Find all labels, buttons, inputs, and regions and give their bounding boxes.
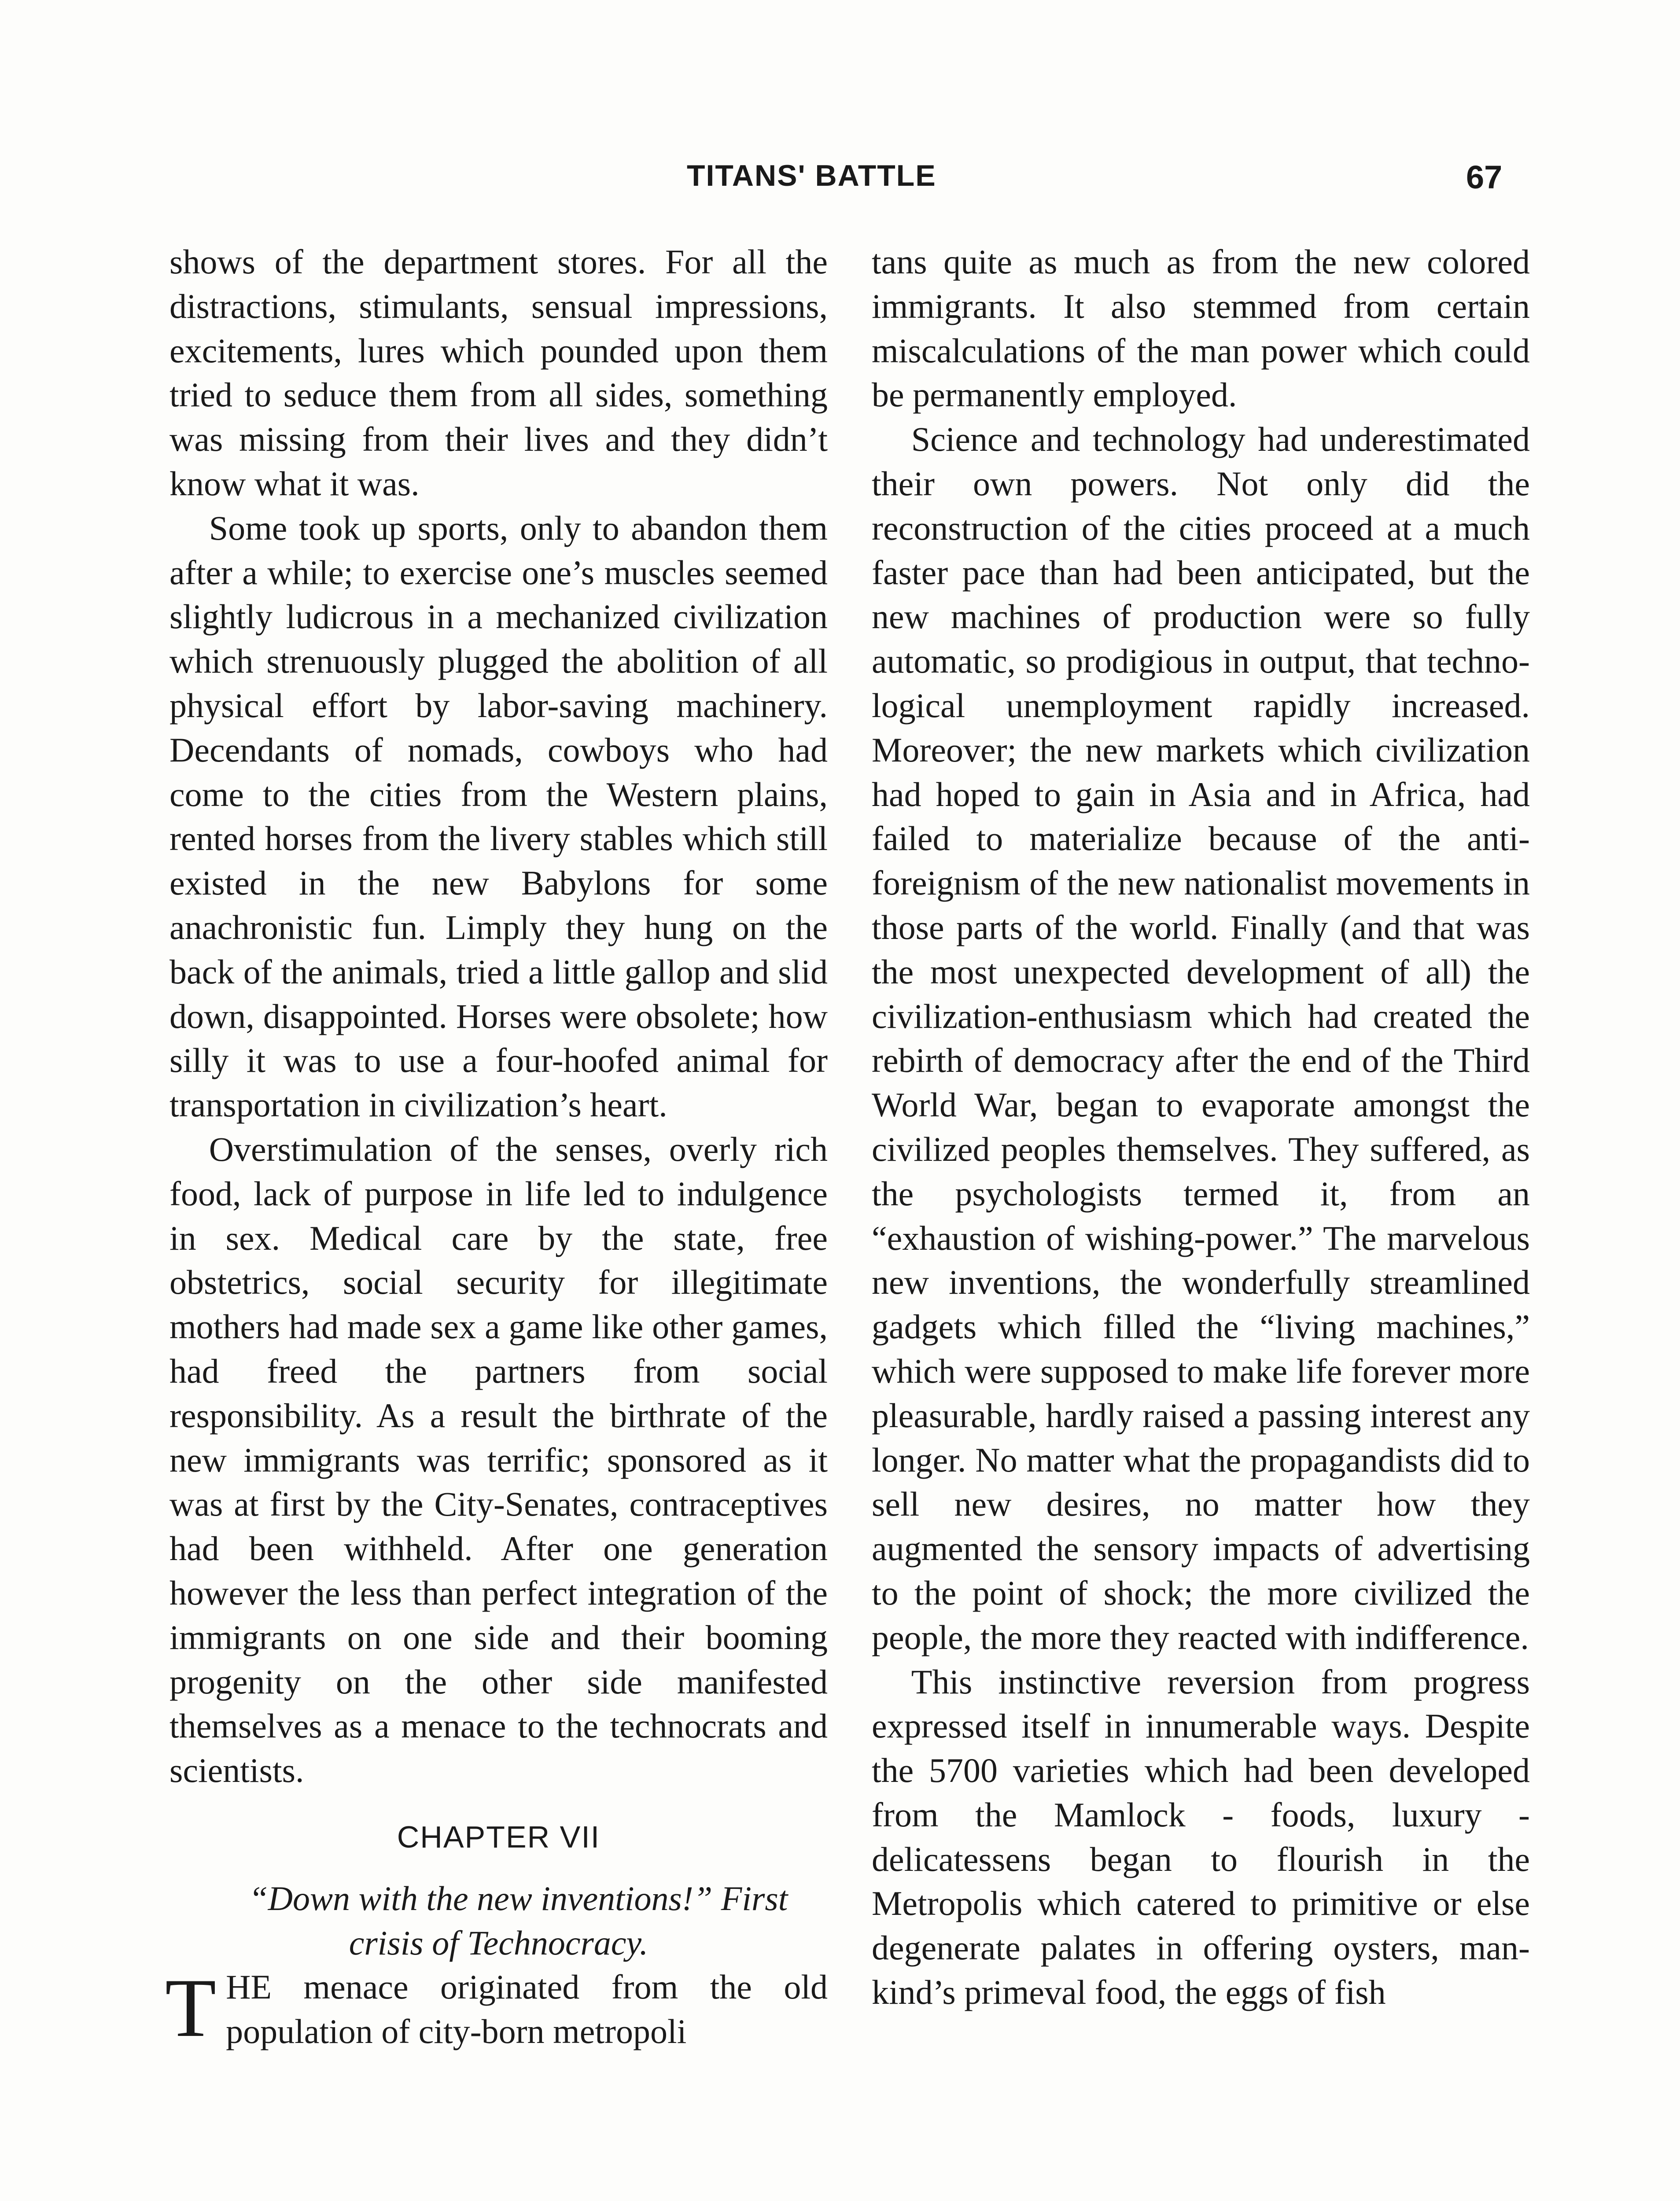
paragraph: tans quite as much as from the new colored immigrants. It also stemmed from certain miscalculations of the man power which could be permanently employed. [872,243,1530,414]
chapter-heading: CHAPTER VII [397,1819,601,1854]
left-column [165,240,828,2055]
paragraph: Some took up sports, only to abandon them after a while; to exercise one’s muscles seemed slightly ludicrous in a mechanized civilization which strenuously plugged the abolition of all physical effort by labor-saving machinery. Decendants of nomads, cowboys who had come to the cities from the Western plains, rented horses from the livery stables which still existed in the new Babylons for some anachronistic fun. Limply they hung on the back of the animals, tried a little gallop and slid down, disappointed. Horses were obsolete; how silly it was to use a four-hoofed animal for transportation in civilization’s heart. [169,508,828,1124]
paragraph: shows of the department stores. For all the distractions, stimulants, sensual impressions, excitements, lures which pounded upon them tried to seduce them from all sides, something was missing from their lives and they didn’t know what it was. [169,243,828,503]
chapter-opening-paragraph [165,1962,828,2055]
running-head: TITANS' BATTLE [687,159,936,192]
paragraph: Overstimulation of the senses, overly rich food, lack of purpose in life led to indulgence in sex. Medical care by the state, free obstetrics, social security for illegitimate mothers had made sex a game like other games, had freed the partners from social responsibility. As a result the birthrate of the new immigrants was terrific; sponsored as it was at first by the City-Senates, contraceptives had been withheld. After one generation however the less than perfect integration of the immigrants on one side and their booming progenity on the other side manifested themselves as a menace to the technocrats and scientists. [169,1130,828,1790]
chapter-subtitle: “Down with the new inventions!” First crisis of Technocracy. [249,1879,788,1962]
paragraph: Science and technology had underestimated their own powers. Not only did the reconstruction of the cities proceed at a much faster pace than had been anticipated, but the new machines of production were so fully automatic, so prodigious in output, that technological unemployment rapidly increased. Moreover; the new markets which civilization had hoped to gain in Asia and in Africa, had failed to materialize because of the anti-foreignism of the new nationalist movements in those parts of the world. Finally (and that was the most unexpected development of all) the civilization-enthusiasm which had created the rebirth of democracy after the end of the Third World War, began to evaporate amongst the civilized peoples themselves. They suffered, as the psychologists termed it, from an “exhaustion of wishing-power.” The marvelous new inventions, the wonderfully streamlined gadgets which filled the “living machines,” which were supposed to make life forever more pleasurable, hardly raised a passing interest any longer. No matter what the propagandists did to sell new desires, no matter how they augmented the sensory impacts of advertising to the point of shock; the more civilized the people, the more they reacted with indifference. [872,420,1530,1656]
page-number: 67 [1466,159,1503,195]
paragraph: This instinctive reversion from progress expressed itself in innumerable ways. Despite the 5700 varieties which had been developed from the Mamlock - foods, luxury - delicatessens began to flourish in the Metropolis which catered to primitive or else degenerate palates in offering oysters, mankind’s primeval food, the eggs of fish [872,1662,1530,2012]
opening-text: HE menace originated from the old population of city-born metropoli [226,1968,828,2051]
drop-cap: T [165,1962,217,2055]
right-column [872,240,1530,2015]
